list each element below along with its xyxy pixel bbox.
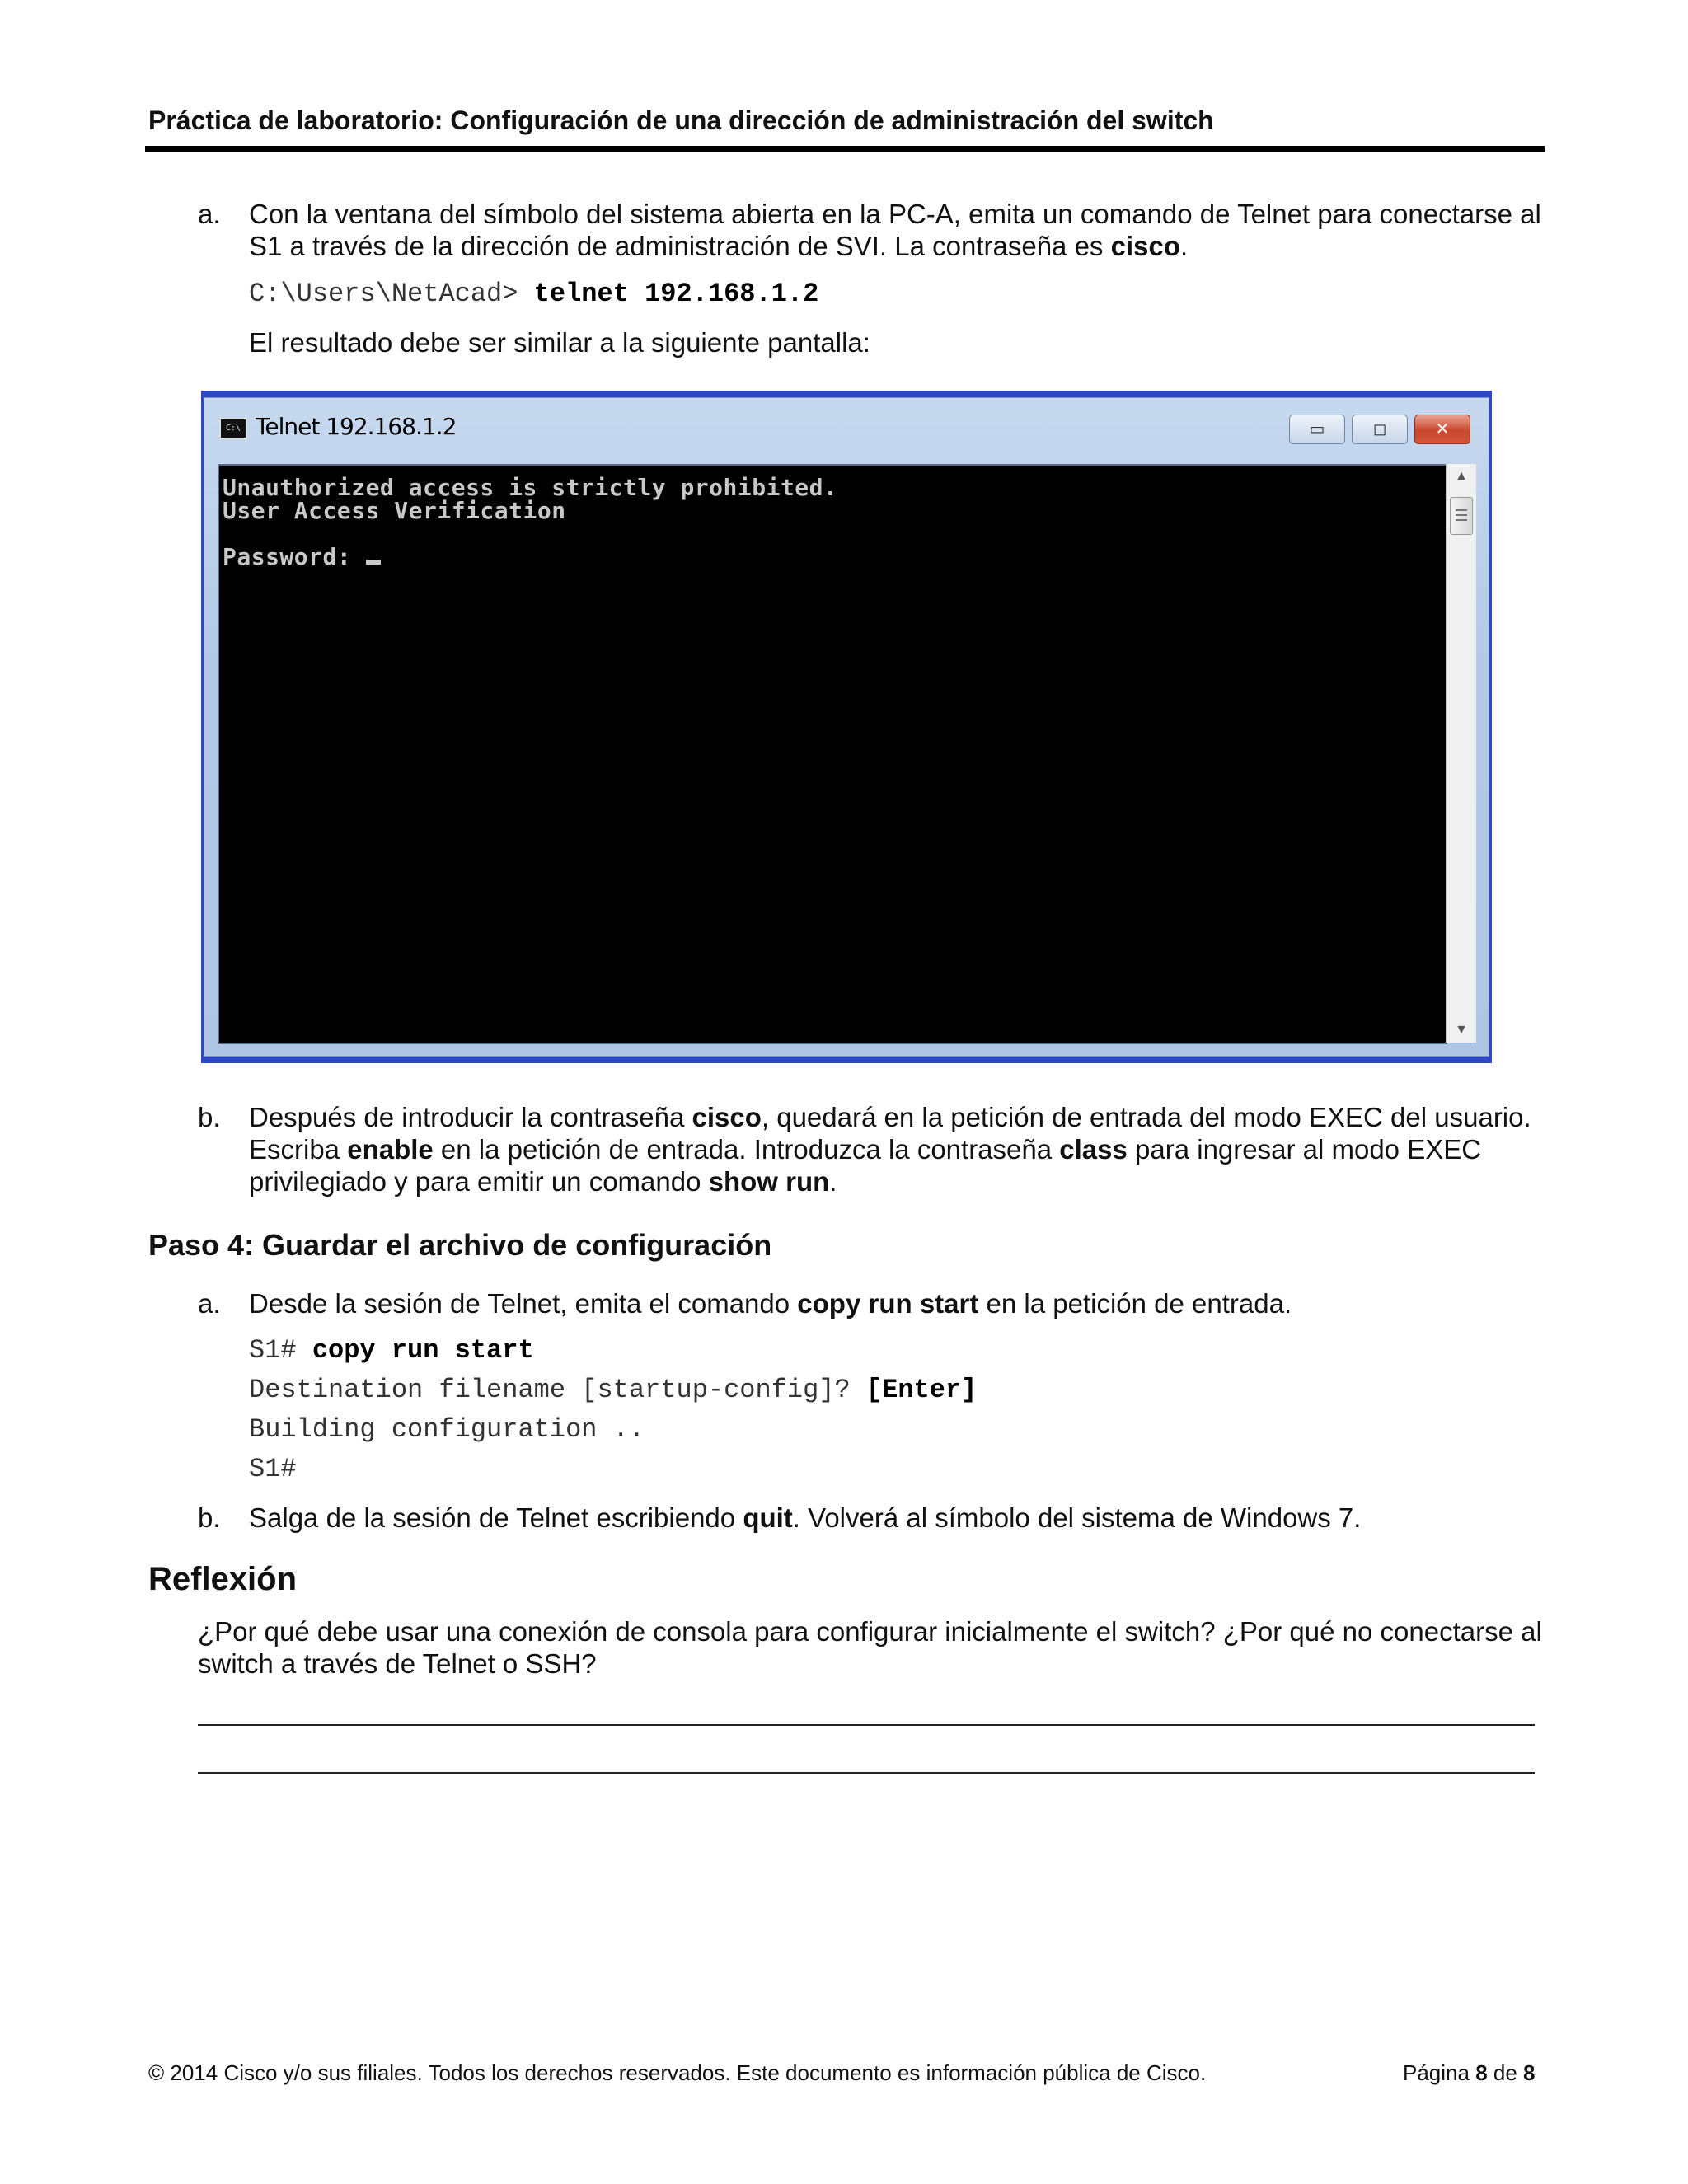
cmd-app-icon: C:\ <box>219 418 247 439</box>
cmd-telnet: telnet 192.168.1.2 <box>533 279 819 309</box>
page-label: Página <box>1403 2060 1476 2085</box>
footer-page-number <box>1403 2060 1536 2086</box>
console-output[interactable] <box>218 464 1447 1044</box>
step-b-text-1: Después de introducir la contraseña <box>249 1102 692 1132</box>
page-header-title: Práctica de laboratorio: Configuración de una dirección de administración del switch <box>148 105 1214 135</box>
answer-line[interactable] <box>198 1724 1535 1726</box>
bold-copy-run-start: copy run start <box>797 1288 979 1319</box>
step-a-password: cisco <box>1110 231 1180 261</box>
console-password-line <box>223 543 381 570</box>
step-b <box>198 1101 1550 1197</box>
bold-class: class <box>1059 1134 1128 1165</box>
grip-line <box>1456 519 1467 521</box>
bold-cisco: cisco <box>692 1102 762 1132</box>
password-prompt: Password: <box>223 543 366 570</box>
scroll-up-icon[interactable]: ▲ <box>1455 469 1468 483</box>
step-b-text-3: en la petición de entrada. Introduzca la contraseña <box>433 1134 1060 1165</box>
bold-show-run: show run <box>708 1166 830 1197</box>
step-b-text-5: . <box>829 1166 837 1197</box>
console-line-2: User Access Verification <box>223 497 566 524</box>
paso4-b-text-1: Salga de la sesión de Telnet escribiendo <box>249 1502 743 1533</box>
step-letter: a. <box>198 1288 221 1319</box>
code-destination: Destination filename [startup-config]? <box>249 1375 866 1405</box>
text-cursor <box>366 560 381 565</box>
paso4-b-text-2: . Volverá al símbolo del sistema de Windows 7. <box>792 1502 1362 1533</box>
paso4-step-a-text <box>249 1287 1550 1319</box>
step-letter: b. <box>198 1502 221 1533</box>
section-heading-paso4: Paso 4: Guardar el archivo de configuración <box>148 1228 772 1262</box>
bold-quit: quit <box>743 1502 793 1533</box>
header-rule <box>145 146 1545 152</box>
paso4-step-b-text <box>249 1502 1550 1534</box>
step-b-text-4: para ingresar al modo EXEC privilegiado y para emitir un comando <box>249 1134 1482 1197</box>
code-line-3: Building configuration .. <box>249 1414 645 1445</box>
step-b-text <box>249 1101 1550 1197</box>
page-of: de <box>1487 2060 1524 2085</box>
answer-line[interactable] <box>198 1772 1535 1774</box>
close-button[interactable]: ✕ <box>1414 415 1470 444</box>
paso4-step-b <box>198 1502 1550 1534</box>
paso4-a-text-2: en la petición de entrada. <box>978 1288 1292 1319</box>
grip-line <box>1456 514 1467 516</box>
cmd-prompt: C:\Users\NetAcad> <box>249 279 534 309</box>
step-letter: a. <box>198 199 221 229</box>
title-bar[interactable] <box>204 398 1489 448</box>
code-enter: [Enter] <box>865 1375 978 1405</box>
paso4-a-text-1: Desde la sesión de Telnet, emita el comando <box>249 1288 798 1319</box>
grip-line <box>1456 509 1467 511</box>
telnet-command <box>249 279 818 309</box>
scroll-thumb[interactable] <box>1450 497 1473 535</box>
page-total: 8 <box>1523 2060 1536 2085</box>
scroll-down-icon[interactable]: ▼ <box>1455 1023 1468 1037</box>
step-a <box>198 198 1550 262</box>
code-line-2 <box>249 1375 977 1405</box>
telnet-window <box>204 397 1489 1057</box>
section-heading-reflexion: Reflexión <box>148 1561 298 1597</box>
code-copy-run-start: copy run start <box>312 1335 534 1366</box>
step-a-text-1: Con la ventana del símbolo del sistema abierta en la PC-A, emita un comando de Telnet para conectarse al S1 a través de la dirección de administración de SVI. La contraseña es <box>249 199 1541 261</box>
step-a-text <box>249 198 1550 262</box>
minimize-button[interactable]: ▭ <box>1289 415 1345 444</box>
telnet-window-frame <box>201 391 1492 1063</box>
console-line-1: Unauthorized access is strictly prohibited. <box>223 474 838 501</box>
step-a-text-2: . <box>1179 231 1189 261</box>
step-b-text-2: , quedará en la petición de entrada del modo EXEC del usuario. Escriba <box>249 1102 1531 1165</box>
vertical-scrollbar[interactable] <box>1446 464 1476 1043</box>
code-line-4: S1# <box>249 1454 297 1484</box>
code-line-1 <box>249 1335 534 1366</box>
step-letter: b. <box>198 1102 221 1132</box>
paso4-step-a <box>198 1287 1550 1319</box>
footer-copyright: © 2014 Cisco y/o sus filiales. Todos los derechos reservados. Este documento es información pública de Cisco. <box>148 2060 1207 2085</box>
maximize-button[interactable]: ◻ <box>1352 415 1408 444</box>
page-num: 8 <box>1475 2060 1488 2085</box>
window-title: Telnet 192.168.1.2 <box>256 413 457 440</box>
result-text: El resultado debe ser similar a la siguiente pantalla: <box>249 327 870 358</box>
code-prompt: S1# <box>249 1335 312 1366</box>
bold-enable: enable <box>347 1134 434 1165</box>
reflexion-question: ¿Por qué debe usar una conexión de consola para configurar inicialmente el switch? ¿Por qué no conectarse al switch a través de Telnet o SSH? <box>198 1616 1542 1679</box>
